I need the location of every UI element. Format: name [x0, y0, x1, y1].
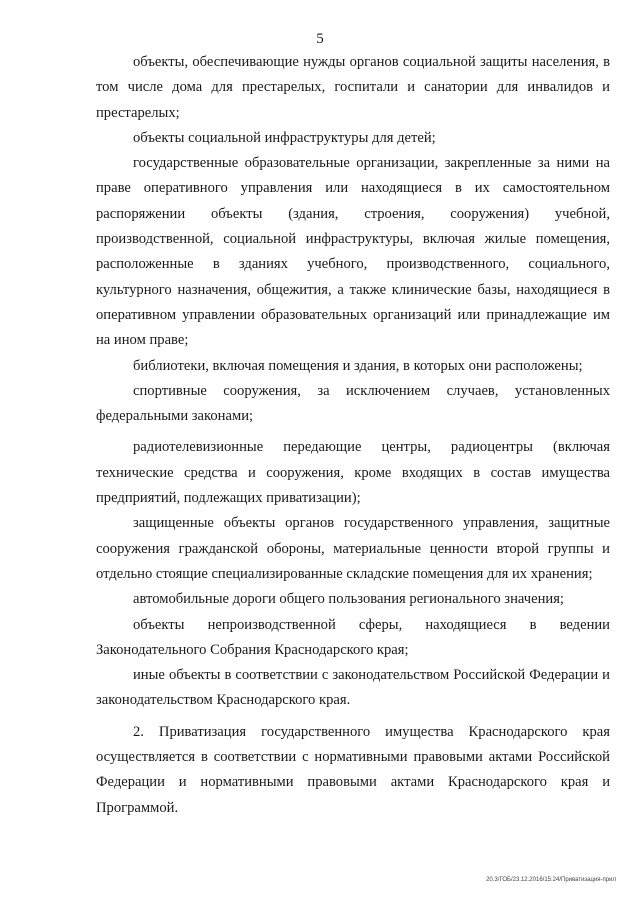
paragraph-social-protection: объекты, обеспечивающие нужды органов социальной защиты населения, в том числе дома для престарелых, госпитали и санатории для инвалидов и престарелых;	[96, 54, 610, 121]
document-body	[96, 50, 610, 821]
paragraph-privatization-clause: 2. Приватизация государственного имущества Краснодарского края осуществляется в соответствии с нормативными правовыми актами Российской Федерации и нормативными правовыми актами Краснодарского края и Программой.	[96, 723, 610, 816]
document-footer-stamp: 20.3/ГОБ/23.12.2016/15:24/Приватизация-прил	[486, 877, 616, 883]
paragraph-legislative-assembly-objects: объекты непроизводственной сферы, находящиеся в ведении Законодательного Собрания Краснодарского края;	[96, 616, 610, 658]
paragraph-sports-facilities: спортивные сооружения, за исключением случаев, установленных федеральными законами;	[96, 382, 610, 425]
paragraph-other-objects: иные объекты в соответствии с законодательством Российской Федерации и законодательством Краснодарского края.	[96, 667, 610, 709]
paragraph-educational-organizations: государственные образовательные организации, закрепленные за ними на праве оперативного управления или находящиеся в их самостоятельном распоряжении объекты (здания, строения, сооружения) учебной, производственной, социальной инфраструктуры, включая жилые помещения, расположенные в зданиях учебного, производственного, социального, культурного назначения, общежития, а также клинические базы, находящиеся в оперативном управлении образовательных организаций или принадлежащие им на ином праве;	[96, 155, 610, 349]
paragraph-protected-objects: защищенные объекты органов государственного управления, защитные сооружения гражданской обороны, материальные ценности второй группы и отдельно стоящие специализированные складские помещения для их хранения;	[96, 515, 610, 582]
paragraph-libraries: библиотеки, включая помещения и здания, в которых они расположены;	[133, 357, 583, 374]
paragraph-roads: автомобильные дороги общего пользования регионального значения;	[133, 591, 564, 608]
page-number: 5	[316, 31, 324, 47]
paragraph-broadcast-centers: радиотелевизионные передающие центры, радиоцентры (включая технические средства и сооружения, кроме входящих в состав имущества предприятий, подлежащих приватизации);	[96, 439, 610, 507]
paragraph-child-infrastructure: объекты социальной инфраструктуры для детей;	[133, 129, 436, 146]
